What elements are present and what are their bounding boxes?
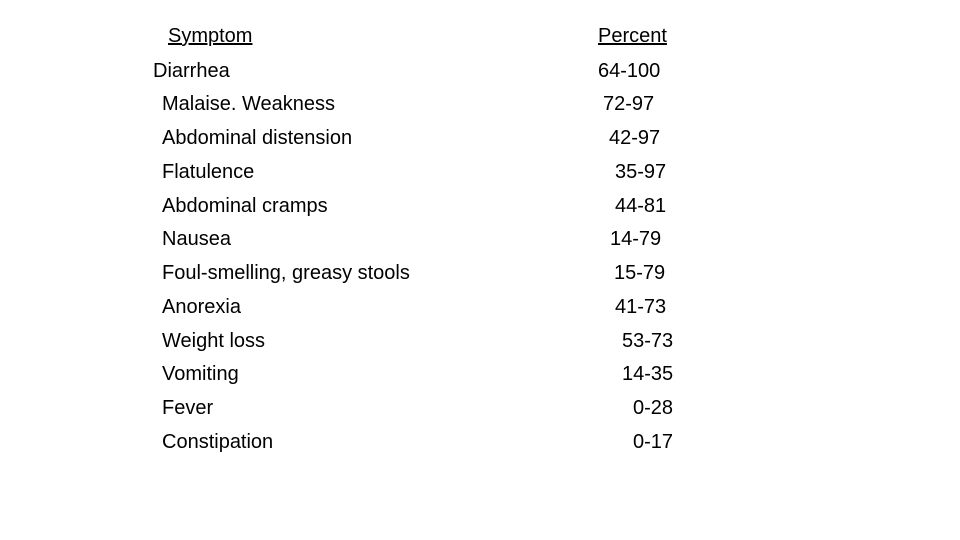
percent-cell: 0-17: [633, 431, 674, 453]
symptom-cell: Anorexia: [162, 296, 241, 318]
symptom-cell: Foul-smelling, greasy stools: [162, 262, 410, 284]
percent-cell: 14-79: [610, 228, 662, 250]
symptom-cell: Diarrhea: [153, 60, 230, 82]
percent-cell: 72-97: [603, 93, 655, 115]
symptom-cell: Vomiting: [162, 363, 239, 385]
symptom-column-header: Symptom: [168, 25, 253, 47]
percent-cell: 0-28: [633, 397, 674, 419]
symptom-cell: Flatulence: [162, 161, 255, 183]
percent-cell: 41-73: [615, 296, 667, 318]
percent-cell: 15-79: [614, 262, 666, 284]
percent-cell: 64-100: [598, 60, 661, 82]
symptom-cell: Constipation: [162, 431, 274, 453]
percent-cell: 14-35: [622, 363, 674, 385]
symptom-cell: Malaise. Weakness: [162, 93, 336, 115]
percent-column-header: Percent: [598, 25, 667, 47]
symptom-cell: Abdominal cramps: [162, 195, 328, 217]
percent-cell: 53-73: [622, 330, 674, 352]
percent-cell: 42-97: [609, 127, 661, 149]
symptom-cell: Abdominal distension: [162, 127, 353, 149]
symptom-cell: Nausea: [162, 228, 231, 250]
percent-cell: 44-81: [615, 195, 667, 217]
symptom-cell: Fever: [162, 397, 214, 419]
symptom-cell: Weight loss: [162, 330, 266, 352]
percent-cell: 35-97: [615, 161, 667, 183]
